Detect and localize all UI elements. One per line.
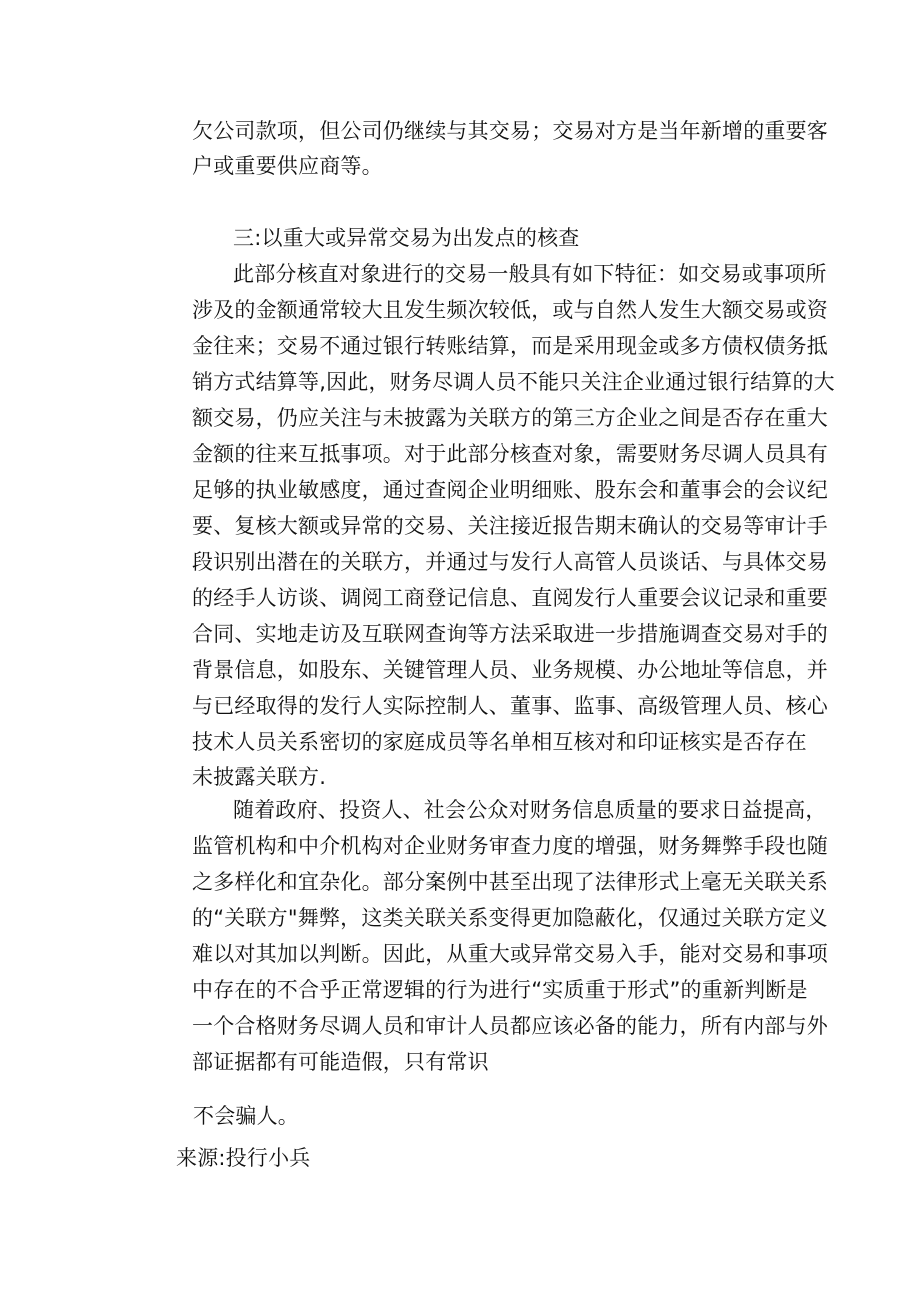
paragraph-line: 部证据都有可能造假，只有常识 [192, 1050, 489, 1074]
continuation-line: 欠公司款项，但公司仍继续与其交易；交易对方是当年新增的重要客 [192, 119, 828, 143]
paragraph-line: 足够的执业敏感度，通过查阅企业明细账、股东会和董事会的会议纪 [192, 478, 828, 502]
paragraph-line: 技术人员关系密切的家庭成员等名单相互核对和印证核实是否存在 [192, 730, 807, 754]
paragraph-line: 的“关联方"舞弊，这类关联关系变得更加隐蔽化，仅通过关联方定义 [192, 906, 828, 930]
paragraph-line: 之多样化和宜杂化。部分案例中甚至出现了法律形式上毫无关联关系 [192, 870, 828, 894]
paragraph-line: 与已经取得的发行人实际控制人、董事、监事、高级管理人员、核心 [192, 694, 828, 718]
paragraph-line: 未披露关联方. [192, 765, 327, 789]
paragraph-line: 背景信息，如股东、关键管理人员、业务规模、办公地址等信息，并 [192, 658, 828, 682]
continuation-line: 户或重要供应商等。 [192, 154, 383, 178]
paragraph-line: 随着政府、投资人、社会公众对财务信息质量的要求日益提高， [233, 798, 827, 822]
paragraph-line: 涉及的金额通常较大且发生频次较低，或与自然人发生大额交易或资 [192, 298, 828, 322]
closing-line: 不会骗人。 [193, 1104, 299, 1128]
paragraph-line: 金往来；交易不通过银行转账结算，而是采用现金或多方债权债务抵 [192, 334, 828, 358]
paragraph-line: 要、复核大额或异常的交易、关注接近报告期末确认的交易等审计手 [192, 514, 828, 538]
paragraph-line: 监管机构和中介机构对企业财务审查力度的增强，财务舞弊手段也随 [192, 834, 828, 858]
paragraph-line: 金额的往来互抵事项。对于此部分核查对象，需要财务尽调人员具有 [192, 442, 828, 466]
source-line: 来源:投行小兵 [176, 1146, 311, 1170]
paragraph-line: 销方式结算等,因此，财务尽调人员不能只关注企业通过银行结算的大 [192, 370, 835, 394]
paragraph-line: 此部分核直对象进行的交易一般具有如下特征：如交易或事项所 [233, 262, 827, 286]
paragraph-line: 难以对其加以判断。因此，从重大或异常交易入手，能对交易和事项 [192, 942, 828, 966]
paragraph-line: 一个合格财务尽调人员和审计人员都应该必备的能力，所有内部与外 [192, 1014, 828, 1038]
paragraph-line: 的经手人访谈、调阅工商登记信息、直阅发行人重要会议记录和重要 [192, 586, 828, 610]
paragraph-line: 段识别出潜在的关联方，并通过与发行人高管人员谈话、与具体交易 [192, 550, 828, 574]
paragraph-line: 额交易，仍应关注与未披露为关联方的第三方企业之间是否存在重大 [192, 406, 828, 430]
paragraph-line: 合同、实地走访及互联网查询等方法采取进一步措施调查交易对手的 [192, 622, 828, 646]
paragraph-line: 中存在的不合乎正常逻辑的行为进行“实质重于形式”的重新判断是 [192, 978, 808, 1002]
section-heading: 三:以重大或异常交易为出发点的核查 [233, 226, 580, 250]
